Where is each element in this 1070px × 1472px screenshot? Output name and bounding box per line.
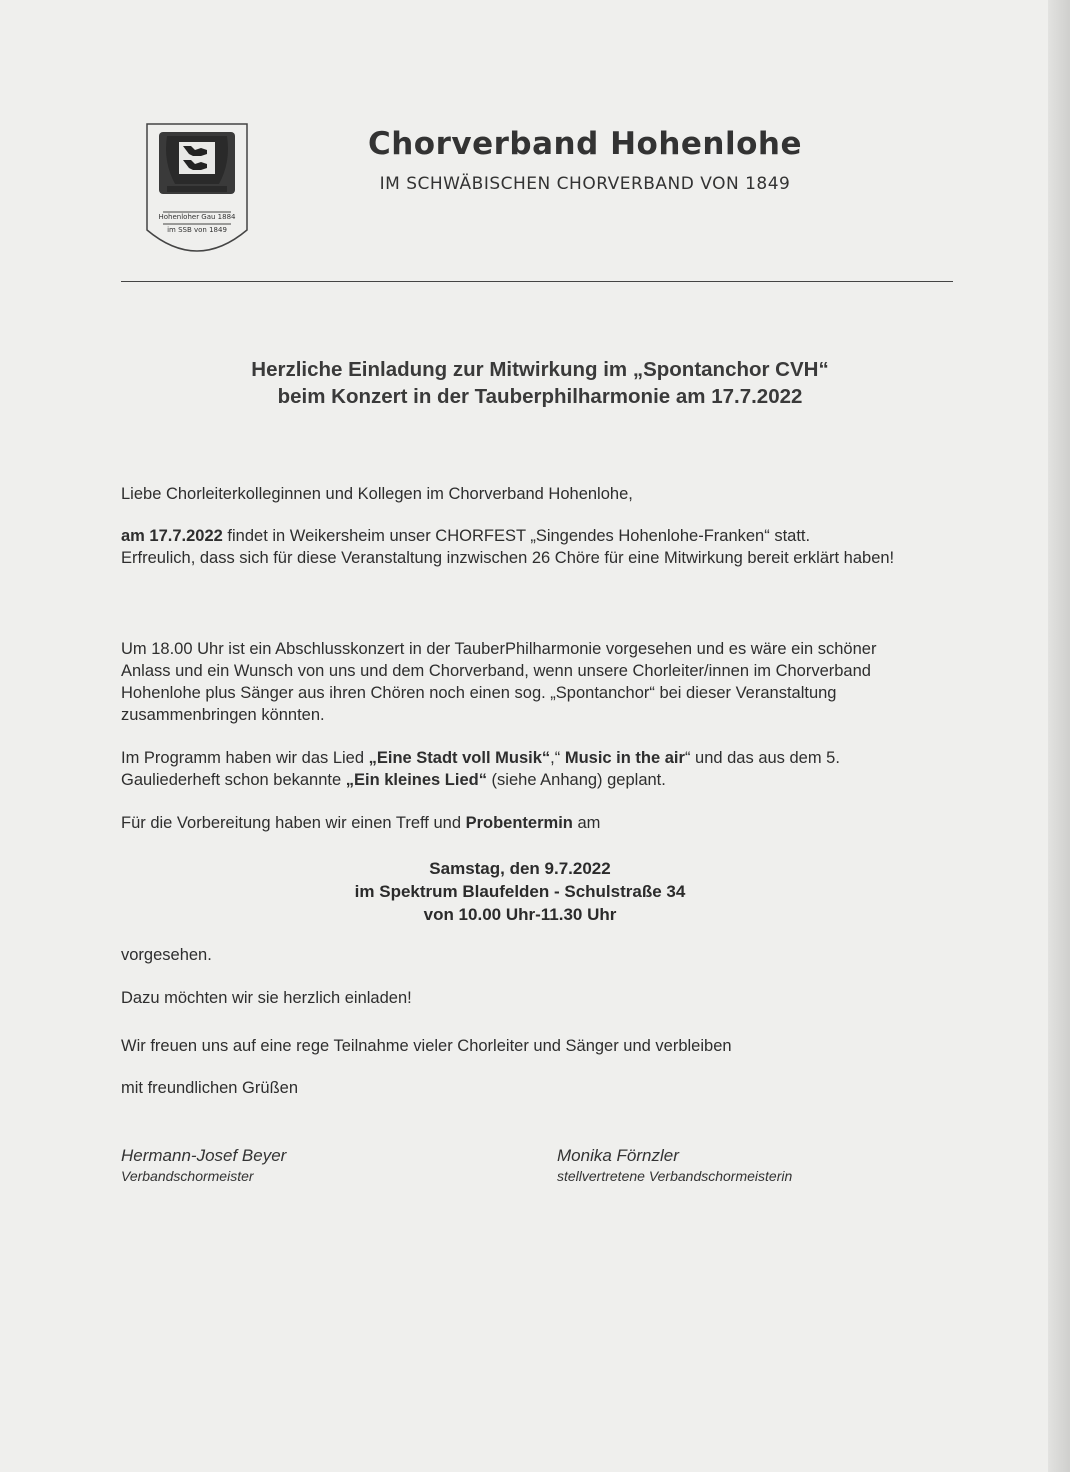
rehearsal-appointment bbox=[120, 857, 920, 926]
appointment-location: im Spektrum Blaufelden - Schulstraße 34 bbox=[354, 882, 686, 901]
signer-role: stellvertretene Verbandschormeisterin bbox=[557, 1168, 793, 1184]
invitation-heading bbox=[120, 356, 960, 410]
paragraph-choirs: Erfreulich, dass sich für diese Veranstaltung inzwischen 26 Chöre für eine Mitwirkung bereit erklärt haben! bbox=[121, 549, 895, 567]
appointment-date: Samstag, den 9.7.2022 bbox=[429, 859, 611, 878]
event-date: am 17.7.2022 bbox=[121, 527, 223, 545]
organization-subtitle: IM SCHWÄBISCHEN CHORVERBAND VON 1849 bbox=[379, 174, 791, 194]
organization-name: Chorverband Hohenlohe bbox=[367, 126, 802, 162]
paragraph-event-date: am 17.7.2022 findet in Weikersheim unser CHORFEST „Singendes Hohenlohe-Franken“ statt. bbox=[121, 527, 811, 545]
paragraph-hope: Wir freuen uns auf eine rege Teilnahme vieler Chorleiter und Sänger und verbleiben bbox=[121, 1037, 732, 1055]
closing: mit freundlichen Grüßen bbox=[121, 1079, 298, 1097]
paragraph-event bbox=[121, 525, 911, 569]
signer-name: Monika Förnzler bbox=[557, 1146, 679, 1165]
signature-block-2 bbox=[557, 1146, 792, 1184]
signer-role: Verbandschormeister bbox=[121, 1168, 254, 1184]
signer-name: Hermann-Josef Beyer bbox=[121, 1146, 287, 1165]
greeting: Liebe Chorleiterkolleginnen und Kollegen im Chorverband Hohenlohe, bbox=[121, 485, 633, 503]
logo-text-2: im SSB von 1849 bbox=[167, 226, 227, 234]
paragraph-planned: vorgesehen. bbox=[121, 946, 212, 964]
paragraph-concert: Um 18.00 Uhr ist ein Abschlusskonzert in der TauberPhilharmonie vorgesehen und es wäre ein schöner Anlass und ein Wunsch von uns und dem Chorverband, wenn unsere Chorleiter/innen im Chorverband Hohenlohe plus Sänger aus ihren Chören noch einen sog. „Spontanchor“ bei dieser Veranstaltung zusammenbringen könnten. bbox=[121, 640, 877, 724]
paragraph-invite: Dazu möchten wir sie herzlich einladen! bbox=[121, 989, 412, 1007]
heading-line-1: Herzliche Einladung zur Mitwirkung im „Spontanchor CVH“ bbox=[251, 358, 829, 381]
appointment-time: von 10.00 Uhr-11.30 Uhr bbox=[423, 905, 617, 924]
paragraph-rehearsal: Für die Vorbereitung haben wir einen Treff und Probentermin am bbox=[121, 814, 601, 832]
logo-text-1: Hohenloher Gau 1884 bbox=[158, 213, 236, 221]
header-divider bbox=[121, 281, 953, 282]
scan-edge bbox=[1048, 0, 1070, 1472]
heading-line-2: beim Konzert in der Tauberphilharmonie am 17.7.2022 bbox=[277, 385, 803, 408]
signature-block-1 bbox=[121, 1146, 286, 1184]
choir-association-logo bbox=[145, 122, 249, 264]
paragraph-program: Im Programm haben wir das Lied „Eine Stadt voll Musik“,“ Music in the air“ und das aus dem 5. Gauliederheft schon bekannte „Ein kleines Lied“ (siehe Anhang) geplant. bbox=[121, 749, 840, 789]
